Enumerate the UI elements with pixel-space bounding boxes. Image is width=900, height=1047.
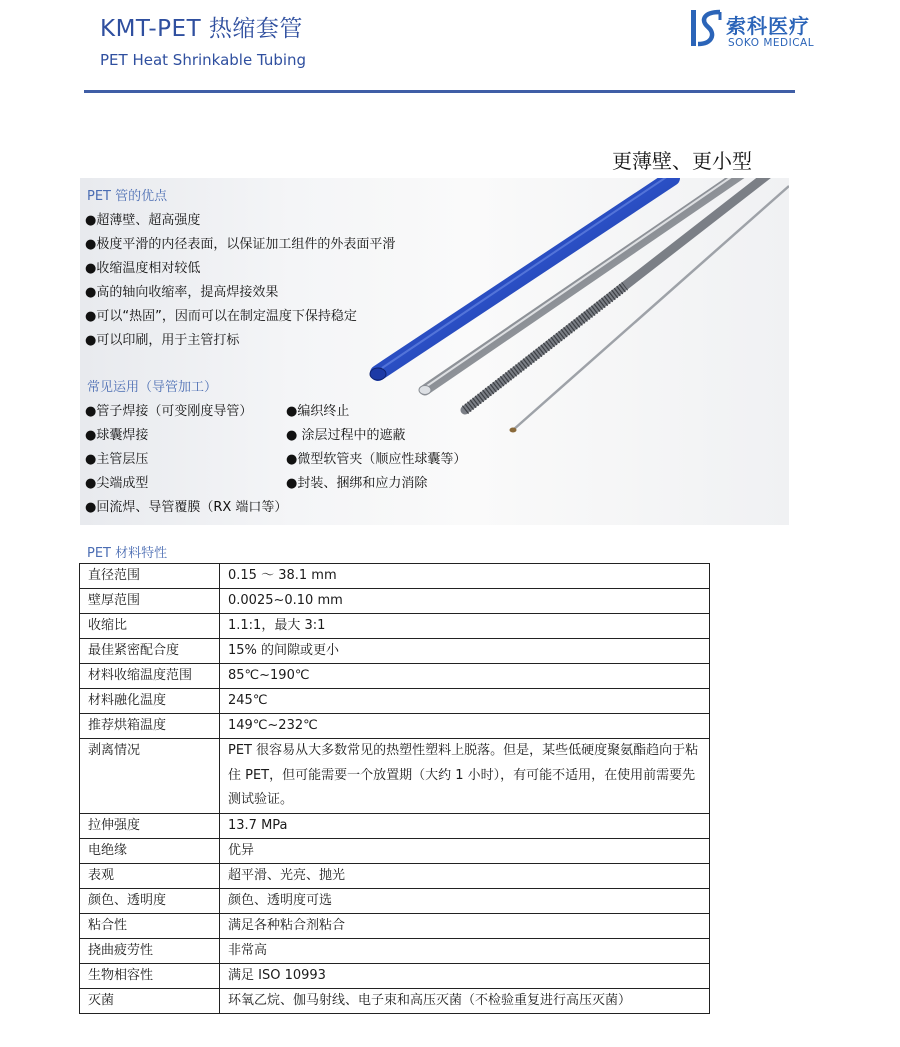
property-name: 收缩比 xyxy=(80,614,220,639)
property-name: 挠曲疲劳性 xyxy=(80,938,220,963)
applications-heading: 常见运用（导管加工） xyxy=(87,380,218,395)
table-row xyxy=(80,913,710,938)
property-value: 优异 xyxy=(220,838,710,863)
property-name: 壁厚范围 xyxy=(80,589,220,614)
table-row xyxy=(80,589,710,614)
table-row xyxy=(80,614,710,639)
application-item: ●尖端成型 xyxy=(85,476,149,491)
logo-mark-icon xyxy=(690,8,722,48)
property-value: 245℃ xyxy=(220,689,710,714)
table-row xyxy=(80,813,710,838)
property-value: 颜色、透明度可选 xyxy=(220,888,710,913)
property-value: PET 很容易从大多数常见的热塑性塑料上脱落。但是，某些低硬度聚氨酯趋向于粘住 PET，但可能需要一个放置期（大约 1 小时），有可能不适用，在使用前需要先测试验证。 xyxy=(220,739,710,814)
property-name: 粘合性 xyxy=(80,913,220,938)
application-item: ●管子焊接（可变刚度导管） xyxy=(85,404,253,419)
table-row xyxy=(80,564,710,589)
logo-english-name: SOKO MEDICAL xyxy=(728,37,815,49)
properties-heading: PET 材料特性 xyxy=(87,546,168,561)
table-row xyxy=(80,988,710,1013)
application-item: ●球囊焊接 xyxy=(85,428,149,443)
table-row xyxy=(80,664,710,689)
property-value: 13.7 MPa xyxy=(220,813,710,838)
advantage-item: ●收缩温度相对较低 xyxy=(85,261,201,276)
property-name: 材料收缩温度范围 xyxy=(80,664,220,689)
property-name: 推荐烘箱温度 xyxy=(80,714,220,739)
property-value: 非常高 xyxy=(220,938,710,963)
application-item: ●回流焊、导管覆膜（RX 端口等） xyxy=(85,500,288,515)
logo-chinese-name: 索科医疗 xyxy=(726,14,810,38)
properties-table xyxy=(79,563,710,1014)
property-value: 满足各种粘合剂粘合 xyxy=(220,913,710,938)
advantages-heading: PET 管的优点 xyxy=(87,189,168,204)
application-item: ●微型软管夹（顺应性球囊等） xyxy=(286,452,467,467)
property-name: 颜色、透明度 xyxy=(80,888,220,913)
property-value: 环氧乙烷、伽马射线、电子束和高压灭菌（不检验重复进行高压灭菌） xyxy=(220,988,710,1013)
property-value: 超平滑、光亮、抛光 xyxy=(220,863,710,888)
table-row xyxy=(80,938,710,963)
table-row xyxy=(80,714,710,739)
hero-panel xyxy=(80,178,789,525)
property-value: 0.0025~0.10 mm xyxy=(220,589,710,614)
property-value: 1.1:1，最大 3:1 xyxy=(220,614,710,639)
company-logo xyxy=(690,8,830,52)
table-row xyxy=(80,739,710,814)
property-value: 满足 ISO 10993 xyxy=(220,963,710,988)
page-subtitle: PET Heat Shrinkable Tubing xyxy=(100,51,307,69)
property-name: 生物相容性 xyxy=(80,963,220,988)
property-name: 直径范围 xyxy=(80,564,220,589)
property-name: 表观 xyxy=(80,863,220,888)
page-title: KMT-PET 热缩套管 xyxy=(100,16,303,42)
property-name: 材料融化温度 xyxy=(80,689,220,714)
property-name: 剥离情况 xyxy=(80,739,220,814)
property-name: 灭菌 xyxy=(80,988,220,1013)
advantage-item: ●可以印刷，用于主管打标 xyxy=(85,333,240,348)
application-item: ● 涂层过程中的遮蔽 xyxy=(286,428,406,443)
advantage-item: ●超薄壁、超高强度 xyxy=(85,213,201,228)
slogan: 更薄壁、更小型 xyxy=(612,149,752,173)
property-name: 最佳紧密配合度 xyxy=(80,639,220,664)
table-row xyxy=(80,838,710,863)
table-row xyxy=(80,863,710,888)
application-item: ●主管层压 xyxy=(85,452,149,467)
table-row xyxy=(80,963,710,988)
property-name: 拉伸强度 xyxy=(80,813,220,838)
advantage-item: ●极度平滑的内径表面，以保证加工组件的外表面平滑 xyxy=(85,237,396,252)
property-value: 0.15 ～ 38.1 mm xyxy=(220,564,710,589)
advantage-item: ●可以“热固”，因而可以在制定温度下保持稳定 xyxy=(85,309,357,324)
property-value: 15% 的间隙或更小 xyxy=(220,639,710,664)
table-row xyxy=(80,689,710,714)
advantage-item: ●高的轴向收缩率，提高焊接效果 xyxy=(85,285,279,300)
property-name: 电绝缘 xyxy=(80,838,220,863)
tubing-illustration xyxy=(80,178,789,525)
header-divider xyxy=(84,90,795,93)
property-value: 149℃~232℃ xyxy=(220,714,710,739)
property-value: 85℃~190℃ xyxy=(220,664,710,689)
table-row xyxy=(80,888,710,913)
application-item: ●封装、捆绑和应力消除 xyxy=(286,476,428,491)
application-item: ●编织终止 xyxy=(286,404,350,419)
table-row xyxy=(80,639,710,664)
